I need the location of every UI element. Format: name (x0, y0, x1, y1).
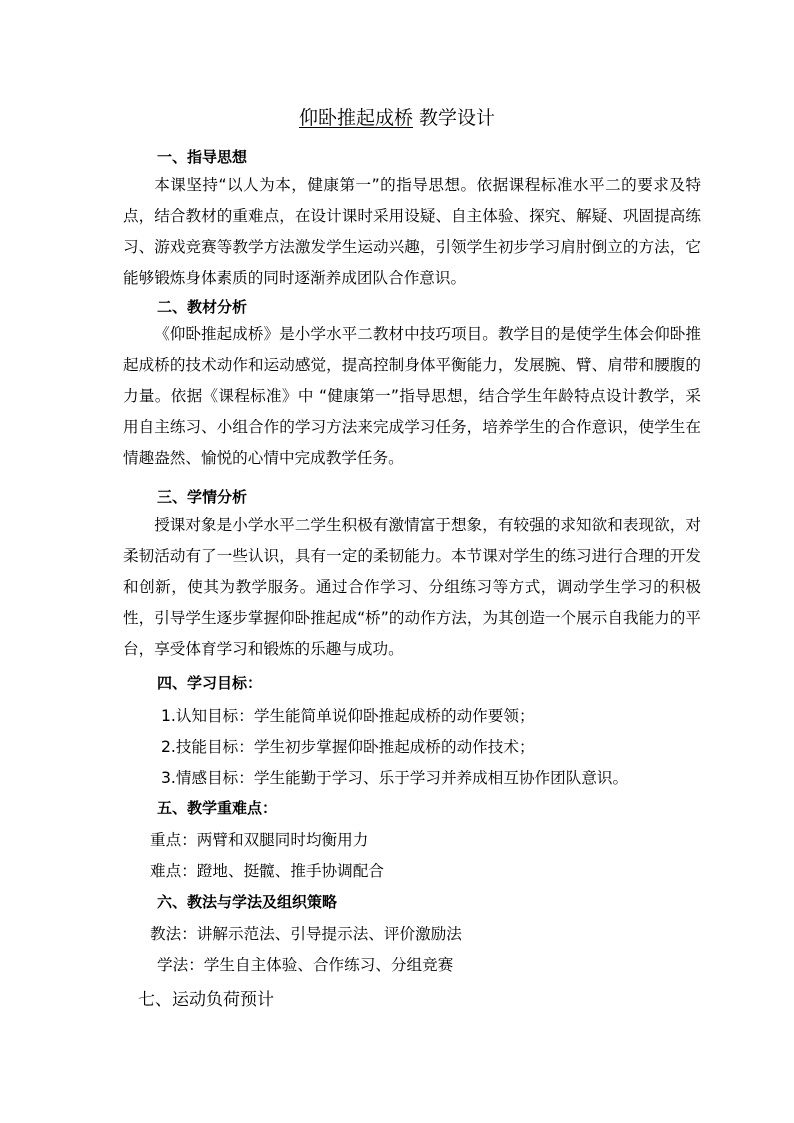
section-heading-guiding-ideology: 一、指导思想 (157, 148, 248, 166)
goal-item-cognitive: 1.认知目标：学生能简单说仰卧推起成桥的动作要领； (161, 707, 535, 725)
goal-item-emotional: 3.情感目标：学生能勤于学习、乐于学习并养成相互协作团队意识。 (161, 769, 629, 787)
section-heading-methods: 六、教法与学法及组织策略 (157, 893, 338, 911)
document-title (0, 104, 794, 132)
section-paragraph-guiding-ideology: 本课坚持“以人为本，健康第一”的指导思想。依据课程标准水平二的要求及特点，结合教材的重难点，在设计课时采用设疑、自主体验、探究、解疑、巩固提高练习、游戏竞赛等教学方法激发学生运动兴趣，引领学生初步学习肩肘倒立的方法，它能够锻炼身体素质的同时逐渐养成团队合作意识。 (123, 176, 701, 287)
section-paragraph-material-analysis: 《仰卧推起成桥》是小学水平二教材中技巧项目。教学目的是使学生体会仰卧推起成桥的技术动作和运动感觉，提高控制身体平衡能力，发展腕、臂、肩带和腰腹的力量。依据《课程标准》中 “健康第一”指导思想，结合学生年龄特点设计教学，采用自主练习、小组合作的学习方法来完成学习任务，培养学生的合作意识，使学生在情趣盎然、愉悦的心情中完成教学任务。 (123, 325, 701, 467)
section-heading-key-points: 五、教学重难点： (157, 799, 278, 817)
section-heading-student-analysis: 三、学情分析 (157, 488, 248, 506)
section-heading-material-analysis: 二、教材分析 (157, 298, 248, 316)
title-suffix: 教学设计 (419, 107, 496, 129)
method-learning: 学法：学生自主体验、合作练习、分组竞赛 (157, 956, 454, 974)
title-lesson-name: 仰卧推起成桥 (298, 107, 413, 129)
key-point-important: 重点：两臂和双腿同时均衡用力 (150, 831, 369, 849)
section-heading-learning-goals: 四、学习目标： (157, 674, 263, 692)
section-heading-exercise-load: 七、运动负荷预计 (138, 990, 274, 1010)
goal-item-skill: 2.技能目标：学生初步掌握仰卧推起成桥的动作技术； (161, 738, 535, 756)
section-paragraph-student-analysis: 授课对象是小学水平二学生积极有激情富于想象，有较强的求知欲和表现欲，对柔韧活动有了一些认识，具有一定的柔韧能力。本节课对学生的练习进行合理的开发和创新，使其为教学服务。通过合作学习、分组练习等方式，调动学生学习的积极性，引导学生逐步掌握仰卧推起成“桥”的动作方法，为其创造一个展示自我能力的平台，享受体育学习和锻炼的乐趣与成功。 (123, 516, 701, 658)
key-point-difficult: 难点：蹬地、挺髋、推手协调配合 (150, 862, 384, 880)
method-teaching: 教法：讲解示范法、引导提示法、评价激励法 (150, 925, 462, 943)
